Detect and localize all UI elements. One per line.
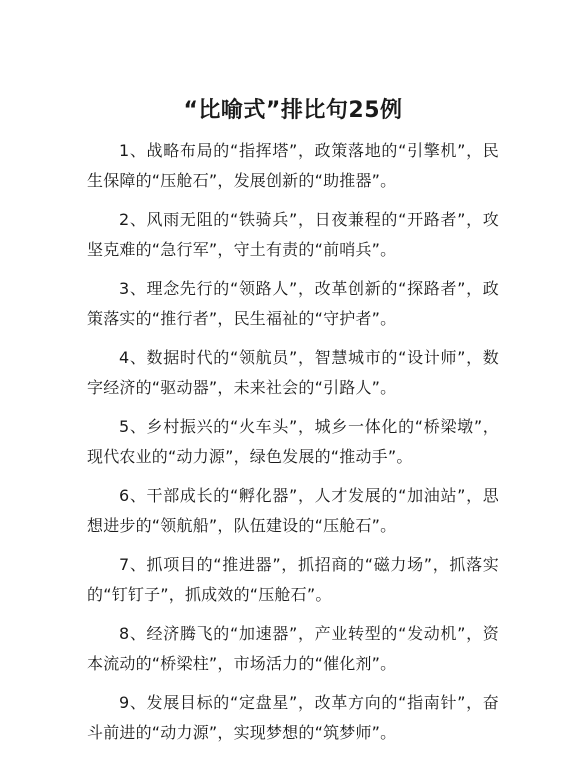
paragraph-6: 6、干部成长的“孵化器”，人才发展的“加油站”，思想进步的“领航船”，队伍建设的“压舱石”。 (87, 486, 499, 535)
paragraph-1: 1、战略布局的“指挥塔”，政策落地的“引擎机”，民生保障的“压舱石”，发展创新的“助推器”。 (87, 141, 499, 190)
paragraph-8: 8、经济腾飞的“加速器”，产业转型的“发动机”，资本流动的“桥梁柱”，市场活力的“催化剂”。 (87, 624, 499, 673)
paragraph-4: 4、数据时代的“领航员”，智慧城市的“设计师”，数字经济的“驱动器”，未来社会的“引路人”。 (87, 348, 499, 397)
document-title: “比喻式”排比句25例 (183, 98, 403, 123)
paragraph-9: 9、发展目标的“定盘星”，改革方向的“指南针”，奋斗前进的“动力源”，实现梦想的“筑梦师”。 (87, 693, 499, 742)
document-body (87, 136, 499, 757)
paragraph-3: 3、理念先行的“领路人”，改革创新的“探路者”，政策落实的“推行者”，民生福祉的“守护者”。 (87, 279, 499, 328)
paragraph-5: 5、乡村振兴的“火车头”，城乡一体化的“桥梁墩”，现代农业的“动力源”，绿色发展的“推动手”。 (87, 417, 499, 466)
paragraph-7: 7、抓项目的“推进器”，抓招商的“磁力场”，抓落实的“钉钉子”，抓成效的“压舱石”。 (87, 555, 499, 604)
paragraph-2: 2、风雨无阻的“铁骑兵”，日夜兼程的“开路者”，攻坚克难的“急行军”，守土有责的“前哨兵”。 (87, 210, 499, 259)
